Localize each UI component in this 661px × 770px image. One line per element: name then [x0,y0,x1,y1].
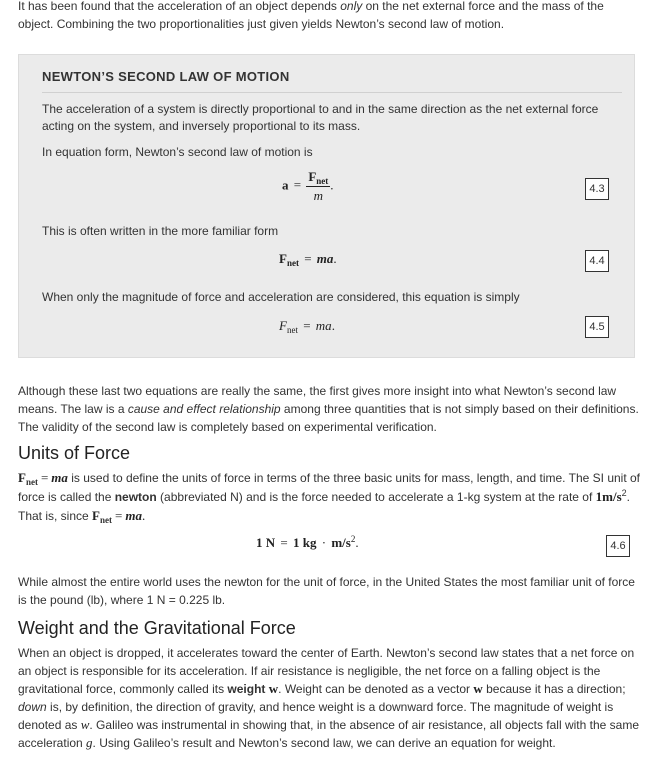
weight-vector-w: w [268,681,279,696]
eq-period: . [355,535,359,550]
inline-ma-2: ma [125,508,142,523]
inline-F-2: F [92,508,100,523]
weight-term: weight [227,682,266,696]
eq-equals: = [293,177,302,193]
inline-net-2: net [99,515,112,525]
inline-squared: 2 [621,488,627,498]
eq-equals: = [303,318,311,333]
para2-text-1: Although these last two equations are really the same, the first gives more insight into what Newton’s second law means. The law is a [18,384,617,416]
eq-subscript-net: net [286,325,298,335]
eq-symbol-F: F [279,318,287,333]
newtons-second-law-box [18,54,635,358]
eq-subscript-net: net [286,258,299,268]
eq-fraction [306,169,330,204]
units-paragraph [18,469,640,526]
pound-paragraph: While almost the entire world uses the newton for the unit of force, in the United States the most familiar unit of force is the pound (lb), where 1 N = 0.225 lb. [18,575,635,607]
eq-dot: · [321,535,327,550]
units-of-force-heading: Units of Force [18,443,131,463]
weight-vector-w-2: w [473,681,483,696]
eq-symbol-ma: ma [316,251,334,266]
eq-symbol-ma: ma [315,318,332,333]
inline-ma: ma [51,470,68,485]
weight-text-3: because it has a direction; [482,682,626,696]
weight-text-5: . Galileo was instrumental in showing that, in the absence of air resistance, all objects fall with the same acceleration [18,718,639,750]
box-title: NEWTON’S SECOND LAW OF MOTION [42,69,290,84]
eq-1kg: 1 kg [292,535,317,550]
para2-emphasis: cause and effect relationship [127,402,281,416]
inline-period: . [141,508,146,523]
eq-subscript-net: net [316,176,329,186]
intro-paragraph [18,0,640,33]
eq-equals: = [280,535,288,550]
inline-net: net [25,477,38,487]
weight-text-2: . Weight can be denoted as a vector [278,682,474,696]
box-equation-intro: In equation form, Newton’s second law of motion is [42,145,313,159]
eq-1N: 1 N [256,535,276,550]
intro-emphasis: only [340,0,363,13]
units-text-2: (abbreviated N) and is the force needed to accelerate a 1-kg system at the rate of [156,490,596,504]
equation-4-3 [282,169,334,204]
eq-numerator [306,169,330,187]
eq-m-per-s: m/s [331,535,351,550]
box-definition: The acceleration of a system is directly proportional to and in the same direction as the net external force acting on the system, and inversely proportional to its mass. [42,102,599,133]
equation-number-4-6: 4.6 [606,535,630,557]
weight-text-4: is, by definition, the direction of gravity, and hence weight is a downward force. The magnitude of weight is denoted as [18,700,614,732]
equation-4-6 [256,535,359,551]
eq-symbol-F: F [308,169,317,184]
eq-squared: 2 [350,534,356,544]
intro-text-1: It has been found that the acceleration of an object depends [18,0,341,13]
eq-period: . [333,251,337,266]
equation-number-4-5: 4.5 [585,316,609,338]
weight-text-6: . Using Galileo’s result and Newton’s second law, we can derive an equation for weight. [92,736,556,750]
eq-period: . [330,177,334,193]
eq-denominator-m: m [313,188,324,203]
equation-4-5 [279,318,335,334]
equation-4-4 [279,251,337,267]
units-text-3: . That is, since [18,490,630,523]
eq-symbol-F: F [279,251,287,266]
box-divider [42,92,622,93]
weight-magnitude-w: w [80,717,90,732]
eq-symbol-a: a [282,177,289,193]
weight-heading: Weight and the Gravitational Force [18,618,296,638]
box-magnitude-text: When only the magnitude of force and acceleration are considered, this equation is simply [42,290,520,304]
inline-1m-per-s: 1m/s [595,489,622,504]
intro-text-2: on the net external force and the mass of the object. Combining the two proportionalities just given yields Newton’s second law of motion. [18,0,604,31]
equation-number-4-3: 4.3 [585,178,609,200]
inline-F: F [18,470,26,485]
eq-equals: = [304,251,312,266]
down-emphasis: down [18,700,47,714]
weight-text-1: When an object is dropped, it accelerates toward the center of Earth. Newton’s second law states that a net force on an object is responsible for its acceleration. If air resistance is negligible, the net force on a falling object is the gravitational force, commonly called its [18,646,635,696]
cause-effect-paragraph [18,382,640,436]
box-familiar-form-text: This is often written in the more familiar form [42,224,279,238]
inline-equals: = [40,470,49,485]
para2-text-2: among three quantities that is not simply based on their definitions. The validity of the second law is completely based on experimental verification. [18,402,639,434]
weight-paragraph [18,644,640,752]
equation-number-4-4: 4.4 [585,250,609,272]
newton-term: newton [114,490,157,504]
acceleration-g: g [86,735,93,750]
inline-equals-2: = [114,508,123,523]
eq-period: . [331,318,335,333]
units-text-1: is used to define the units of force in terms of the three basic units for mass, length, and time. The SI unit of force is called the [18,471,641,504]
